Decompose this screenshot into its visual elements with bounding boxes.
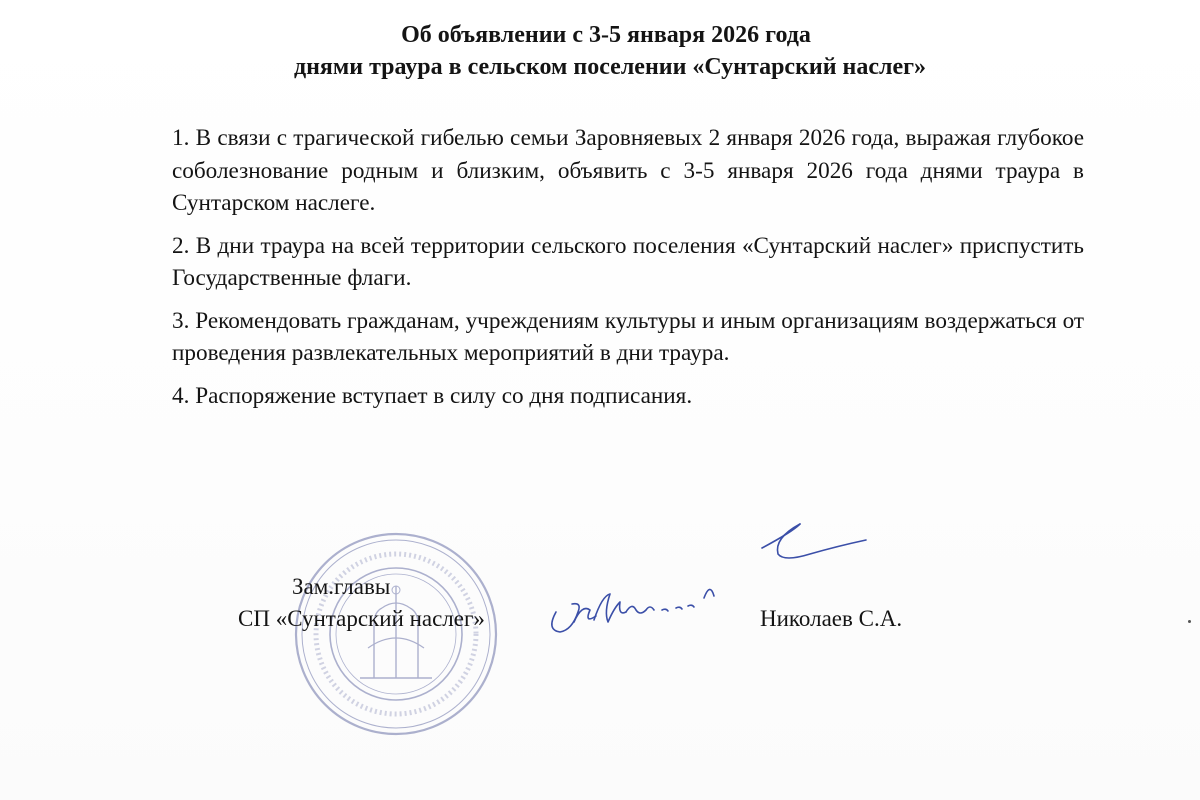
paragraph-1: 1. В связи с трагической гибелью семьи Заровняевых 2 января 2026 года, выражая глубокое соболезнование родным и близким, объявить с 3-5 января 2026 года днями траура в Сунтарском наслеге. [172,125,1084,216]
document-body [172,122,1084,422]
scan-speck [1188,620,1191,623]
document-title-line-1: Об объявлении с 3-5 января 2026 года [401,22,811,48]
paragraph-3: 3. Рекомендовать гражданам, учреждениям культуры и иным организациям воздержаться от проведения развлекательных мероприятий в дни траура. [172,307,1084,366]
signatory-organization: СП «Сунтарский наслег» [238,606,485,631]
document-title-line-2: днями траура в сельском поселении «Сунтарский наслег» [293,54,927,80]
official-stamp [290,528,502,740]
signatory-position: Зам.главы [292,574,391,599]
signatory-name: Николаев С.А. [760,606,903,631]
paragraph-4: 4. Распоряжение вступает в силу со дня подписания. [172,382,693,409]
paragraph-2: 2. В дни траура на всей территории сельского поселения «Сунтарский наслег» приспустить Государственные флаги. [172,232,1084,291]
